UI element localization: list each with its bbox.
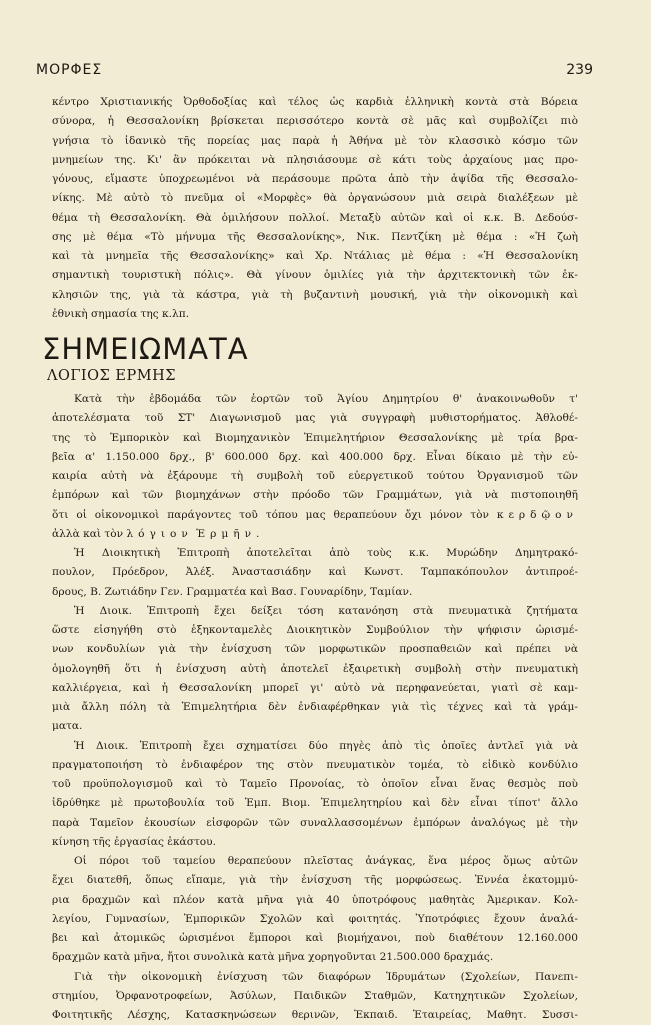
paragraph-support (52, 602, 578, 737)
text-line: μνημείων της. Κι' ἂν πρόκειται νὰ πλησιάσουμε σὲ κάτι τοὺς ἀρχαίους μας προ- (52, 151, 578, 170)
text-line: λεγίου, Γυμνασίων, Ἐμπορικῶν Σχολῶν καὶ φοιτητάς. Ὑποτρόφιες ἔχουν ἀναλά- (52, 910, 578, 929)
text-line: κλησιῶν της, γιὰ τὰ κάστρα, γιὰ τὴ βυζαντινὴ μουσική, γιὰ τὴν οἰκονομικὴ καὶ (52, 286, 578, 305)
text-line: νίκης. Μὲ αὐτὸ τὸ πνεῦμα οἱ «Μορφὲς» θὰ ὀργανώσουν μιὰ σειρὰ διαλέξεων μὲ (52, 189, 578, 208)
running-head (36, 62, 593, 78)
text-line: γόνους, εἴμαστε ὑποχρεωμένοι νὰ περάσουμε πρῶτα ἀπὸ τὴν ἁψίδα τῆς Θεσσαλο- (52, 170, 578, 189)
text-line: κέντρο Χριστιανικής Ὀρθοδοξίας καὶ τέλος ὡς καρδιὰ ἑλληνικὴ κοντὰ στὰ Βόρεια (52, 93, 578, 112)
text-line: τοῦ προϋπολογισμοῦ καὶ τὸ Ταμεῖο Προνοίας, τὸ ὁποῖον εἶναι ἕνας θεσμὸς ποὺ (52, 775, 578, 794)
text-line: νων κονδυλίων γιὰ τὴν ἐνίσχυση τῶν μορφωτικῶν προσπαθειῶν καὶ πρέπει νὰ (52, 640, 578, 659)
text-line: βεῖα α' 1.150.000 δρχ., β' 600.000 δρχ. καὶ 400.000 δρχ. Εἶναι δίκαιο μὲ τὴν εὐ- (52, 448, 578, 467)
text-line: ὥστε εἰσηγήθη στὸ ἑξηκονταμελὲς Διοικητικὸν Συμβούλιον τὴν ψήφισιν ὡρισμέ- (52, 621, 578, 640)
text-line: Ἡ Διοικ. Ἐπιτροπὴ ἔχει σχηματίσει δύο πηγὲς ἀπὸ τὶς ὁποῖες ἀντλεῖ γιὰ νὰ (52, 737, 578, 756)
text-line (52, 525, 578, 544)
journal-name: ΜΟΡΦΕΣ (36, 62, 102, 78)
text-line: ἔχει διατεθῆ, ὅπως εἴπαμε, γιὰ τὴν ἐνίσχυση τῆς μορφώσεως. Ἐννέα ἑκατομμύ- (52, 871, 578, 890)
paragraph-institutions (52, 968, 578, 1025)
text-segment: ἀλλὰ καὶ τὸν (52, 528, 123, 540)
text-line: Ἡ Διοικητικὴ Ἐπιτροπὴ ἀποτελεῖται ἀπὸ τοὺς κ.κ. Μυρώδην Δημητρακό- (52, 544, 578, 563)
text-line: Κατὰ τὴν ἑβδομάδα τῶν ἑορτῶν τοῦ Ἁγίου Δημητρίου θ' ἀνακοινωθοῦν τ' (52, 390, 578, 409)
text-line: ρια δραχμῶν καὶ πλέον κατὰ μῆνα γιὰ 40 ὑποτρόφους μαθητὰς Ἀμερικαν. Κολ- (52, 891, 578, 910)
text-line: ἀποτελέσματα τοῦ ΣΤ' Διαγωνισμοῦ μας γιὰ συγγραφὴ μυθιστορήματος. Ἀθλοθέ- (52, 409, 578, 428)
intro-paragraph (52, 93, 578, 324)
text-line: της τὸ Ἐμπορικὸν καὶ Βιομηχανικὸν Ἐπιμελητήριον Θεσσαλονίκης μὲ τρία βρα- (52, 429, 578, 448)
text-line: στημίου, Ὀρφανοτροφείων, Ἀσύλων, Παιδικῶν Σταθμῶν, Κατηχητικῶν Σχολείων, (52, 987, 578, 1006)
paragraph-committee (52, 544, 578, 602)
text-line: ἐμπόρων καὶ τῶν βιομηχάνων στὴν πρόοδο τῶν Γραμμάτων, γιὰ νὰ πιστοποιηθῆ (52, 486, 578, 505)
page-number: 239 (566, 62, 593, 78)
text-line: πραγματοποιήση τὸ ἐνδιαφέρον της στὸν πνευματικὸν τομέα, τὸ εἰδικὸ κονδύλιο (52, 756, 578, 775)
text-line: μιὰ ἄλλη πόλη τὰ Ἐπιμελητήρια δὲν ἐνδιαφέρθηκαν γιὰ τὶς τέχνες καὶ τὰ γράμ- (52, 698, 578, 717)
section-title: ΣΗΜΕΙΩΜΑΤΑ (42, 332, 578, 366)
text-line: ματα. (52, 717, 578, 736)
text-line: ἐθνικὴ σημασία της κ.λπ. (52, 305, 578, 324)
text-line: γνήσια τὸ ἰδανικὸ τῆς πορείας μας παρὰ ἡ Ἀθήνα μὲ τὸν κλασσικὸ κόσμο τῶν (52, 132, 578, 151)
text-block (52, 93, 578, 1025)
paragraph-scholarships (52, 852, 578, 968)
text-line: παρὰ Ταμεῖον ἐκουσίων εἰσφορῶν τῶν συναλλασσομένων ἐμπόρων ἀναλόγως μὲ τὴν (52, 814, 578, 833)
text-line: δρους, Β. Ζωτιάδην Γεν. Γραμματέα καὶ Βασ. Γουναρίδην, Ταμίαν. (52, 583, 578, 602)
paragraph-funding-sources (52, 737, 578, 853)
text-line: Ἡ Διοικ. Ἐπιτροπὴ ἔχει δείξει τόση κατανόηση στὰ πνευματικὰ ζητήματα (52, 602, 578, 621)
spaced-word: κερδῷον (497, 509, 578, 521)
text-line: καιρία αὐτὴ νὰ ἐξάρουμε τὴ συμβολὴ τοῦ εὐεργετικοῦ τούτου Ὀργανισμοῦ τῶν (52, 467, 578, 486)
text-line: Φοιτητικῆς Λέσχης, Κατασκηνώσεων θερινῶν, Ἐκπαιδ. Ἑταιρείας, Μαθητ. Συσσι- (52, 1006, 578, 1025)
text-line: σημαντικὴ τουριστικὴ πόλις». Θὰ γίνουν ὁμιλίες γιὰ τὴν ἀρχιτεκτονικὴ τῶν ἐκ- (52, 266, 578, 285)
text-line: ὁμολογηθῆ ὅτι ἡ ἐνίσχυση αὐτὴ ἀποτελεῖ ἐξαιρετικὴ συμβολὴ στὴν πνευματικὴ (52, 660, 578, 679)
subsection-title: ΛΟΓΙΟΣ ΕΡΜΗΣ (47, 366, 578, 386)
text-line: καλλιέργεια, καὶ ἡ Θεσσαλονίκη μπορεῖ γι' αὐτὸ νὰ περηφανεύεται, γιατὶ σὲ καμ- (52, 679, 578, 698)
spaced-word: λόγιον (126, 528, 192, 540)
text-line: ἱδρύθηκε μὲ πρωτοβουλία τοῦ Ἐμπ. Βιομ. Ἐπιμελητηρίου καὶ δὲν εἶναι τίποτ' ἄλλο (52, 794, 578, 813)
text-line: θέμα τὴ Θεσσαλονίκη. Θὰ ὁμιλήσουν πολλοί. Μεταξὺ αὐτῶν καὶ οἱ κ.κ. Β. Δεδούσ- (52, 209, 578, 228)
text-line: Οἱ πόροι τοῦ ταμείου θεραπεύουν πλεῖστας ἀνάγκας, ἕνα μέρος ὅμως αὐτῶν (52, 852, 578, 871)
spaced-word: Ἑρμῆν. (196, 528, 264, 540)
text-line (52, 506, 578, 525)
text-line: πουλον, Πρόεδρον, Ἀλέξ. Ἀναστασιάδην καὶ Κωνστ. Ταμπακόπουλον ἀντιπροέ- (52, 563, 578, 582)
text-line: σύνορα, ἡ Θεσσαλονίκη βρίσκεται περισσότερο κοντὰ σὲ μᾶς καὶ συμβολίζει πιὸ (52, 112, 578, 131)
paragraph-award-announcement (52, 390, 578, 544)
text-line: Γιὰ τὴν οἰκονομικὴ ἐνίσχυση τῶν διαφόρων Ἱδρυμάτων (Σχολείων, Πανεπι- (52, 968, 578, 987)
text-line: καὶ τὰ μνημεῖα τῆς Θεσσαλονίκης» καὶ Χρ. Ντάλιας μὲ θέμα : «Ἡ Θεσσαλονίκη (52, 247, 578, 266)
text-line: κίνηση τῆς ἐργασίας ἑκάστου. (52, 833, 578, 852)
text-line: βει καὶ ἀτομικῶς ὡρισμένοι ἔμποροι καὶ βιομήχανοι, ποὺ διαθέτουν 12.160.000 (52, 929, 578, 948)
text-line: σης μὲ θέμα «Τὸ μήνυμα τῆς Θεσσαλονίκης», Νικ. Πεντζίκη μὲ θέμα : «Ἡ ζωὴ (52, 228, 578, 247)
text-segment: ὅτι οἱ οἰκονομικοὶ παράγοντες τοῦ τόπου μας θεραπεύουν ὄχι μόνον τὸν (52, 509, 489, 521)
text-line: δραχμῶν κατὰ μῆνα, ἤτοι συνολικὰ κατὰ μῆνα χορηγοῦνται 21.500.000 δραχμάς. (52, 948, 578, 967)
